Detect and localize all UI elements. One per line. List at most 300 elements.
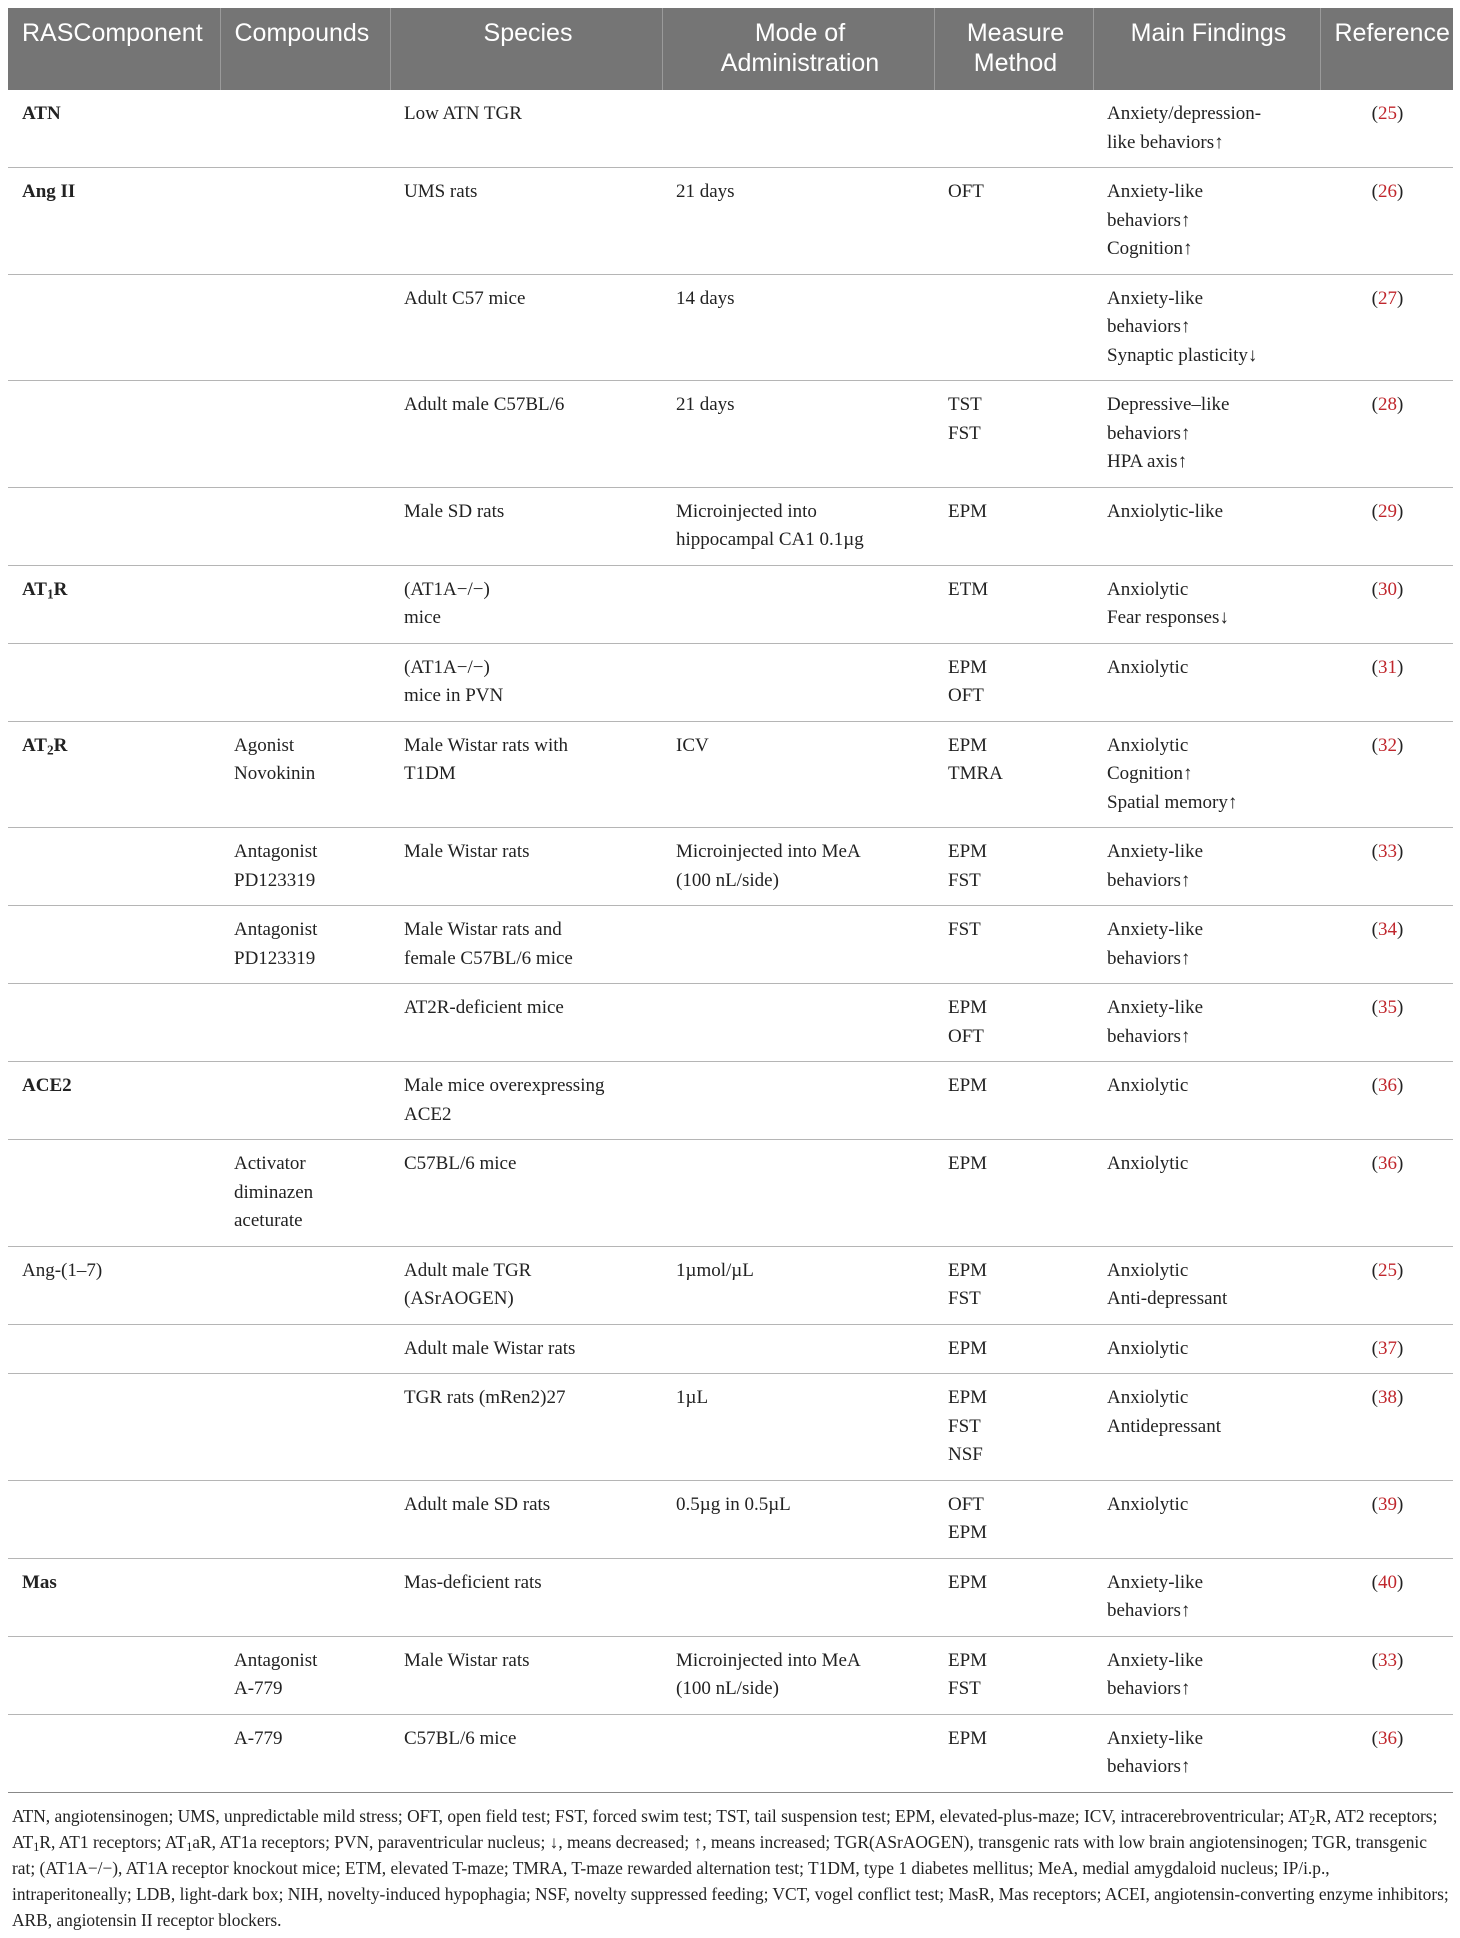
mode-line: Microinjected into MeA xyxy=(676,1649,861,1671)
cell-component xyxy=(8,168,220,275)
cell-compound xyxy=(220,381,390,488)
cell-species xyxy=(390,1324,662,1374)
cell-species xyxy=(390,643,662,721)
method-line: EPM xyxy=(948,997,988,1018)
cell-mode xyxy=(662,1374,934,1481)
species-line: Adult male TGR xyxy=(404,1259,532,1281)
reference-link[interactable]: 33 xyxy=(1378,841,1397,862)
cell-mode xyxy=(662,1062,934,1140)
cell-findings xyxy=(1093,381,1320,488)
cell-compound xyxy=(220,1062,390,1140)
findings-line: behaviors↑ xyxy=(1107,869,1191,891)
mode-line: 0.5µg in 0.5µL xyxy=(676,1493,791,1515)
method-line: EPM xyxy=(948,1649,988,1671)
method-line: TST xyxy=(948,394,982,415)
table-row xyxy=(8,168,1453,275)
reference-link[interactable]: 34 xyxy=(1378,919,1397,940)
cell-species xyxy=(390,565,662,643)
cell-component xyxy=(8,487,220,565)
mode-line: Microinjected into MeA xyxy=(676,841,861,862)
species-line: Male mice overexpressing xyxy=(404,1075,605,1096)
reference-link[interactable]: 28 xyxy=(1378,394,1397,415)
compound-line: A-779 xyxy=(234,1727,283,1749)
cell-mode xyxy=(662,487,934,565)
compound-line: Antagonist xyxy=(234,841,318,862)
findings-line: behaviors↑ xyxy=(1107,209,1191,231)
cell-ref: (36) xyxy=(1320,1140,1453,1247)
cell-compound xyxy=(220,1374,390,1481)
cell-findings xyxy=(1093,1714,1320,1792)
reference-link[interactable]: 25 xyxy=(1378,1259,1397,1281)
cell-component xyxy=(8,1062,220,1140)
reference-link[interactable]: 27 xyxy=(1378,287,1397,309)
cell-species xyxy=(390,984,662,1062)
cell-compound xyxy=(220,1324,390,1374)
method-line: EPM xyxy=(948,841,988,862)
findings-line: Anxiolytic xyxy=(1107,734,1189,756)
species-line: (AT1A−/−) xyxy=(404,578,490,600)
header-component: RASComponent xyxy=(8,8,220,90)
cell-species xyxy=(390,90,662,168)
species-line: Male Wistar rats with xyxy=(404,734,569,756)
cell-findings xyxy=(1093,984,1320,1062)
cell-method xyxy=(934,1480,1093,1558)
cell-component xyxy=(8,1246,220,1324)
cell-species xyxy=(390,1636,662,1714)
cell-mode xyxy=(662,1324,934,1374)
cell-species xyxy=(390,168,662,275)
findings-line: behaviors↑ xyxy=(1107,1600,1191,1621)
cell-component xyxy=(8,1480,220,1558)
cell-findings xyxy=(1093,643,1320,721)
cell-ref: (30) xyxy=(1320,565,1453,643)
findings-line: Anxiolytic xyxy=(1107,1493,1189,1515)
method-line: FST xyxy=(948,1678,981,1699)
reference-link[interactable]: 36 xyxy=(1378,1153,1397,1174)
cell-method xyxy=(934,1140,1093,1247)
cell-species xyxy=(390,487,662,565)
table-row xyxy=(8,1558,1453,1636)
cell-component xyxy=(8,1324,220,1374)
findings-line: Anxiolytic xyxy=(1107,1337,1189,1359)
compound-line: aceturate xyxy=(234,1210,303,1231)
findings-line: Anxiolytic-like xyxy=(1107,500,1224,522)
cell-species xyxy=(390,274,662,381)
findings-line: Anxiety-like xyxy=(1107,1727,1204,1749)
cell-findings xyxy=(1093,1140,1320,1247)
cell-compound xyxy=(220,1480,390,1558)
species-line: Adult male C57BL/6 xyxy=(404,394,565,415)
cell-method xyxy=(934,1636,1093,1714)
header-findings: Main Findings xyxy=(1093,8,1320,90)
cell-method xyxy=(934,906,1093,984)
reference-link[interactable]: 29 xyxy=(1378,500,1397,522)
species-line: Adult C57 mice xyxy=(404,287,526,309)
cell-findings xyxy=(1093,1558,1320,1636)
table-row xyxy=(8,721,1453,828)
cell-ref: (38) xyxy=(1320,1374,1453,1481)
mode-line: ICV xyxy=(676,734,709,756)
cell-mode xyxy=(662,1558,934,1636)
table-row xyxy=(8,1480,1453,1558)
species-line: (AT1A−/−) xyxy=(404,656,490,678)
cell-mode xyxy=(662,274,934,381)
cell-component xyxy=(8,1374,220,1481)
table-row xyxy=(8,1714,1453,1792)
cell-compound xyxy=(220,906,390,984)
method-line: EPM xyxy=(948,1571,988,1593)
reference-link[interactable]: 26 xyxy=(1378,181,1397,202)
cell-method xyxy=(934,1246,1093,1324)
findings-line: behaviors↑ xyxy=(1107,316,1191,337)
cell-findings xyxy=(1093,1374,1320,1481)
cell-component xyxy=(8,1636,220,1714)
component-label: Ang II xyxy=(22,181,76,202)
findings-line: Anxiolytic xyxy=(1107,1259,1189,1281)
component-label: ATN xyxy=(22,103,61,124)
cell-method xyxy=(934,168,1093,275)
cell-mode xyxy=(662,565,934,643)
component-label: $AT_2R$ xyxy=(22,734,68,757)
cell-mode xyxy=(662,1636,934,1714)
findings-line: Anti-depressant xyxy=(1107,1288,1228,1309)
method-line: EPM xyxy=(948,1337,988,1359)
findings-line: behaviors↑ xyxy=(1107,1025,1191,1047)
cell-compound xyxy=(220,1246,390,1324)
cell-species xyxy=(390,1558,662,1636)
cell-findings xyxy=(1093,487,1320,565)
findings-line: Anxiety-like xyxy=(1107,287,1204,309)
reference-link[interactable]: 39 xyxy=(1378,1493,1397,1515)
cell-findings xyxy=(1093,168,1320,275)
cell-species xyxy=(390,828,662,906)
findings-line: Anxiety-like xyxy=(1107,181,1204,202)
component-label: Ang-(1–7) xyxy=(22,1259,103,1281)
compound-line: PD123319 xyxy=(234,947,316,969)
component-label: ACE2 xyxy=(22,1075,72,1096)
findings-line: Anxiolytic xyxy=(1107,1153,1189,1174)
cell-findings xyxy=(1093,906,1320,984)
compound-line: diminazen xyxy=(234,1181,314,1203)
mode-line: hippocampal CA1 0.1µg xyxy=(676,529,864,550)
species-line: ACE2 xyxy=(404,1103,452,1125)
mode-line: 1µL xyxy=(676,1387,709,1408)
reference-link[interactable]: 38 xyxy=(1378,1387,1397,1408)
cell-findings xyxy=(1093,565,1320,643)
method-line: TMRA xyxy=(948,763,1003,784)
reference-link[interactable]: 36 xyxy=(1378,1727,1397,1749)
table-row xyxy=(8,381,1453,488)
species-line: UMS rats xyxy=(404,181,478,202)
method-line: EPM xyxy=(948,1075,988,1096)
cell-compound xyxy=(220,984,390,1062)
cell-findings xyxy=(1093,1636,1320,1714)
compound-line: Antagonist xyxy=(234,919,318,940)
compound-line: Activator xyxy=(234,1153,306,1174)
table-row xyxy=(8,487,1453,565)
cell-method xyxy=(934,984,1093,1062)
cell-component xyxy=(8,906,220,984)
cell-ref: (28) xyxy=(1320,381,1453,488)
cell-mode xyxy=(662,984,934,1062)
method-line: EPM xyxy=(948,1153,988,1174)
method-line: FST xyxy=(948,919,981,940)
mode-line: Microinjected into xyxy=(676,500,817,522)
species-line: Male SD rats xyxy=(404,500,505,522)
cell-species xyxy=(390,1246,662,1324)
component-label: Mas xyxy=(22,1571,57,1593)
cell-method xyxy=(934,381,1093,488)
cell-method xyxy=(934,1062,1093,1140)
reference-link[interactable]: 32 xyxy=(1378,734,1397,756)
findings-line: Anxiety-like xyxy=(1107,997,1204,1018)
table-footnote: ATN, angiotensinogen; UMS, unpredictable mild stress; OFT, open field test; FST, forced swim test; TST, tail suspension test; EPM, elevated-plus-maze; ICV, intracerebroventricular; $AT_2R$, AT2 receptors; $AT_1R$, AT1 receptors; $AT_1aR$, AT1a receptors; PVN, paraventricular nucleus; ↓, means decreased; ↑, means increased; TGR(ASrAOGEN), transgenic rats with low brain angiotensinogen; TGR, transgenic rat; (AT1A−/−), AT1A receptor knockout mice; ETM, elevated T-maze; TMRA, T-maze rewarded alternation test; T1DM, type 1 diabetes mellitus; MeA, medial amygdaloid nucleus; IP/i.p., intraperitoneally; LDB, light-dark box; NIH, novelty-induced hypophagia; NSF, novelty suppressed feeding; VCT, vogel conflict test; MasR, Mas receptors; ACEI, angiotensin-converting enzyme inhibitors; ARB, angiotensin II receptor blockers. xyxy=(12,1805,1449,1930)
cell-mode xyxy=(662,721,934,828)
cell-mode xyxy=(662,90,934,168)
method-line: EPM xyxy=(948,1387,988,1408)
table-row xyxy=(8,274,1453,381)
method-line: OFT xyxy=(948,1493,984,1515)
cell-ref: (32) xyxy=(1320,721,1453,828)
reference-link[interactable]: 31 xyxy=(1378,656,1397,678)
species-line: AT2R-deficient mice xyxy=(404,997,564,1018)
findings-line: Antidepressant xyxy=(1107,1415,1221,1437)
table-body xyxy=(8,90,1453,1792)
cell-ref: (39) xyxy=(1320,1480,1453,1558)
header-method: Measure Method xyxy=(934,8,1093,90)
cell-compound xyxy=(220,643,390,721)
species-line: Adult male Wistar rats xyxy=(404,1337,576,1359)
method-line: OFT xyxy=(948,685,984,706)
cell-mode xyxy=(662,1480,934,1558)
cell-findings xyxy=(1093,1324,1320,1374)
method-line: FST xyxy=(948,422,981,444)
table-row xyxy=(8,828,1453,906)
findings-line: Anxiolytic xyxy=(1107,1075,1189,1096)
cell-ref: (26) xyxy=(1320,168,1453,275)
findings-line: behaviors↑ xyxy=(1107,422,1191,444)
cell-mode xyxy=(662,906,934,984)
method-line: OFT xyxy=(948,1025,984,1047)
cell-species xyxy=(390,1374,662,1481)
findings-line: Fear responses↓ xyxy=(1107,607,1229,628)
cell-compound xyxy=(220,487,390,565)
species-line: mice xyxy=(404,607,441,628)
method-line: OFT xyxy=(948,181,984,202)
cell-method xyxy=(934,721,1093,828)
table-row xyxy=(8,643,1453,721)
cell-compound xyxy=(220,90,390,168)
mode-line: 14 days xyxy=(676,287,735,309)
cell-findings xyxy=(1093,828,1320,906)
reference-link[interactable]: 40 xyxy=(1378,1571,1397,1593)
compound-line: PD123319 xyxy=(234,869,316,891)
cell-component xyxy=(8,274,220,381)
reference-link[interactable]: 30 xyxy=(1378,578,1397,600)
table-row xyxy=(8,565,1453,643)
cell-compound xyxy=(220,721,390,828)
header-compounds: Compounds xyxy=(220,8,390,90)
findings-line: Anxiety-like xyxy=(1107,1571,1204,1593)
table-container xyxy=(8,8,1453,1933)
cell-component xyxy=(8,828,220,906)
cell-mode xyxy=(662,643,934,721)
findings-line: Cognition↑ xyxy=(1107,238,1193,259)
component-label: $AT_1R$ xyxy=(22,578,68,601)
findings-line: Anxiety-like xyxy=(1107,841,1204,862)
cell-component xyxy=(8,1558,220,1636)
findings-line: Anxiolytic xyxy=(1107,656,1189,678)
method-line: ETM xyxy=(948,578,989,600)
findings-line: Anxiolytic xyxy=(1107,1387,1189,1408)
cell-method xyxy=(934,274,1093,381)
findings-line: behaviors↑ xyxy=(1107,947,1191,969)
findings-line: Anxiety/depression- xyxy=(1107,103,1262,124)
cell-ref: (27) xyxy=(1320,274,1453,381)
compound-line: A-779 xyxy=(234,1678,283,1699)
method-line: EPM xyxy=(948,500,988,522)
cell-component xyxy=(8,984,220,1062)
cell-ref: (31) xyxy=(1320,643,1453,721)
species-line: Male Wistar rats xyxy=(404,1649,530,1671)
mode-line: 21 days xyxy=(676,181,735,202)
reference-link[interactable]: 33 xyxy=(1378,1649,1397,1671)
species-line: Adult male SD rats xyxy=(404,1493,551,1515)
cell-species xyxy=(390,1714,662,1792)
cell-compound xyxy=(220,1714,390,1792)
cell-compound xyxy=(220,1140,390,1247)
species-line: mice in PVN xyxy=(404,685,504,706)
cell-mode xyxy=(662,381,934,488)
cell-findings xyxy=(1093,1246,1320,1324)
species-line: Male Wistar rats xyxy=(404,841,530,862)
findings-line: Anxiety-like xyxy=(1107,919,1204,940)
cell-component xyxy=(8,1140,220,1247)
compound-line: Agonist xyxy=(234,734,295,756)
cell-method xyxy=(934,643,1093,721)
method-line: FST xyxy=(948,869,981,891)
table-row xyxy=(8,906,1453,984)
table-row xyxy=(8,1246,1453,1324)
cell-method xyxy=(934,565,1093,643)
cell-component xyxy=(8,721,220,828)
findings-line: behaviors↑ xyxy=(1107,1678,1191,1699)
species-line: (ASrAOGEN) xyxy=(404,1288,514,1309)
method-line: EPM xyxy=(948,656,988,678)
findings-line: like behaviors↑ xyxy=(1107,131,1224,153)
findings-line: Anxiety-like xyxy=(1107,1649,1204,1671)
mode-line: (100 nL/side) xyxy=(676,869,779,891)
cell-findings xyxy=(1093,1480,1320,1558)
reference-link[interactable]: 37 xyxy=(1378,1337,1397,1359)
cell-findings xyxy=(1093,1062,1320,1140)
cell-mode xyxy=(662,828,934,906)
findings-line: Anxiolytic xyxy=(1107,578,1189,600)
reference-link[interactable]: 36 xyxy=(1378,1075,1397,1096)
cell-species xyxy=(390,1140,662,1247)
cell-mode xyxy=(662,1246,934,1324)
cell-findings xyxy=(1093,721,1320,828)
cell-findings xyxy=(1093,90,1320,168)
header-reference: Reference xyxy=(1320,8,1453,90)
cell-ref: (36) xyxy=(1320,1714,1453,1792)
cell-method xyxy=(934,1374,1093,1481)
cell-species xyxy=(390,1480,662,1558)
cell-component xyxy=(8,1714,220,1792)
cell-component xyxy=(8,90,220,168)
reference-link[interactable]: 35 xyxy=(1378,997,1397,1018)
cell-mode xyxy=(662,1714,934,1792)
header-mode: Mode of Administration xyxy=(662,8,934,90)
cell-component xyxy=(8,565,220,643)
header-species: Species xyxy=(390,8,662,90)
table-row xyxy=(8,984,1453,1062)
cell-species xyxy=(390,1062,662,1140)
cell-ref: (33) xyxy=(1320,828,1453,906)
table-row xyxy=(8,1636,1453,1714)
cell-component xyxy=(8,381,220,488)
cell-method xyxy=(934,828,1093,906)
table-row xyxy=(8,1140,1453,1247)
findings-line: Synaptic plasticity↓ xyxy=(1107,344,1258,366)
cell-ref: (29) xyxy=(1320,487,1453,565)
cell-ref: (25) xyxy=(1320,1246,1453,1324)
findings-line: Depressive–like xyxy=(1107,394,1230,415)
cell-mode xyxy=(662,1140,934,1247)
method-line: FST xyxy=(948,1288,981,1309)
species-line: Male Wistar rats and xyxy=(404,919,562,940)
mode-line: 1µmol/µL xyxy=(676,1259,754,1281)
species-line: Mas-deficient rats xyxy=(404,1571,542,1593)
species-line: C57BL/6 mice xyxy=(404,1153,517,1174)
species-line: C57BL/6 mice xyxy=(404,1727,517,1749)
cell-compound xyxy=(220,1558,390,1636)
cell-ref: (37) xyxy=(1320,1324,1453,1374)
cell-compound xyxy=(220,828,390,906)
method-line: FST xyxy=(948,1415,981,1437)
table-row xyxy=(8,1062,1453,1140)
mode-line: (100 nL/side) xyxy=(676,1678,779,1699)
compound-line: Antagonist xyxy=(234,1649,318,1671)
cell-compound xyxy=(220,1636,390,1714)
cell-ref: (33) xyxy=(1320,1636,1453,1714)
cell-ref: (36) xyxy=(1320,1062,1453,1140)
cell-compound xyxy=(220,274,390,381)
cell-compound xyxy=(220,565,390,643)
species-line: female C57BL/6 mice xyxy=(404,947,573,969)
cell-ref: (40) xyxy=(1320,1558,1453,1636)
findings-line: HPA axis↑ xyxy=(1107,451,1188,472)
table-row xyxy=(8,1324,1453,1374)
cell-method xyxy=(934,1324,1093,1374)
species-line: T1DM xyxy=(404,763,456,784)
cell-ref: (35) xyxy=(1320,984,1453,1062)
compound-line: Novokinin xyxy=(234,763,316,784)
method-line: EPM xyxy=(948,1259,988,1281)
cell-compound xyxy=(220,168,390,275)
cell-species xyxy=(390,906,662,984)
cell-findings xyxy=(1093,274,1320,381)
species-line: Low ATN TGR xyxy=(404,103,522,124)
table-row xyxy=(8,1374,1453,1481)
method-line: NSF xyxy=(948,1444,983,1465)
table-row xyxy=(8,90,1453,168)
reference-link[interactable]: 25 xyxy=(1378,103,1397,124)
species-line: TGR rats (mRen2)27 xyxy=(404,1387,566,1408)
findings-line: behaviors↑ xyxy=(1107,1756,1191,1777)
method-line: EPM xyxy=(948,1727,988,1749)
cell-method xyxy=(934,1558,1093,1636)
